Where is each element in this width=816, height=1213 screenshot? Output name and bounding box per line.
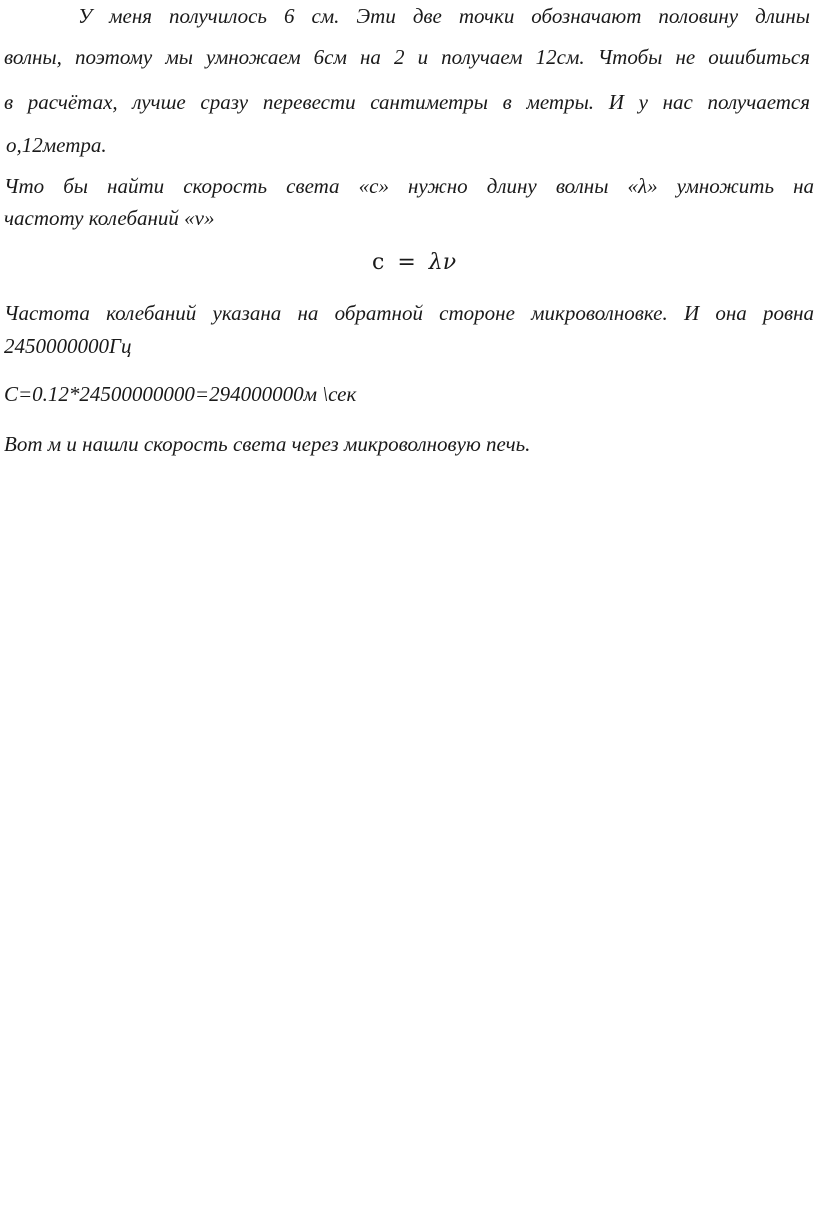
paragraph-1-line-1 [78, 2, 810, 30]
calculation-text: С=0.12*24500000000=294000000м \сек [4, 382, 357, 406]
paragraph-3-line-2 [4, 332, 131, 360]
conclusion-line [4, 430, 530, 458]
calculation-line [4, 380, 356, 408]
paragraph-1-line-4 [6, 131, 107, 159]
formula-speed-of-light [372, 249, 456, 277]
p1-l2-text: волны, поэтому мы умножаем 6см на 2 и получаем 12см. Чтобы не ошибиться [4, 45, 810, 69]
formula-equals: = [397, 250, 416, 275]
p3-l2-text: 2450000000Гц [4, 334, 132, 358]
paragraph-2-line-1 [4, 172, 814, 200]
p2-l1-text: Что бы найти скорость света «c» нужно длину волны «λ» умножить на [4, 174, 814, 198]
paragraph-1-line-3 [4, 88, 810, 116]
p1-l3-text: в расчётах, лучше сразу перевести сантиметры в метры. И у нас получается [4, 90, 810, 114]
formula-lhs: c [372, 250, 385, 275]
p2-l2-text: частоту колебаний «ν» [4, 206, 215, 230]
p1-l1-text: У меня получилось 6 см. Эти две точки обозначают половину длины [78, 4, 810, 28]
p3-l1-text: Частота колебаний указана на обратной стороне микроволновке. И она ровна [4, 301, 814, 325]
paragraph-1-line-2 [4, 43, 810, 71]
formula-rhs: λν [428, 250, 457, 275]
conclusion-text: Вот м и нашли скорость света через микроволновую печь. [4, 432, 531, 456]
paragraph-2-line-2 [4, 204, 215, 232]
paragraph-3-line-1 [4, 299, 814, 327]
p1-l4-text: о,12метра. [6, 133, 107, 157]
